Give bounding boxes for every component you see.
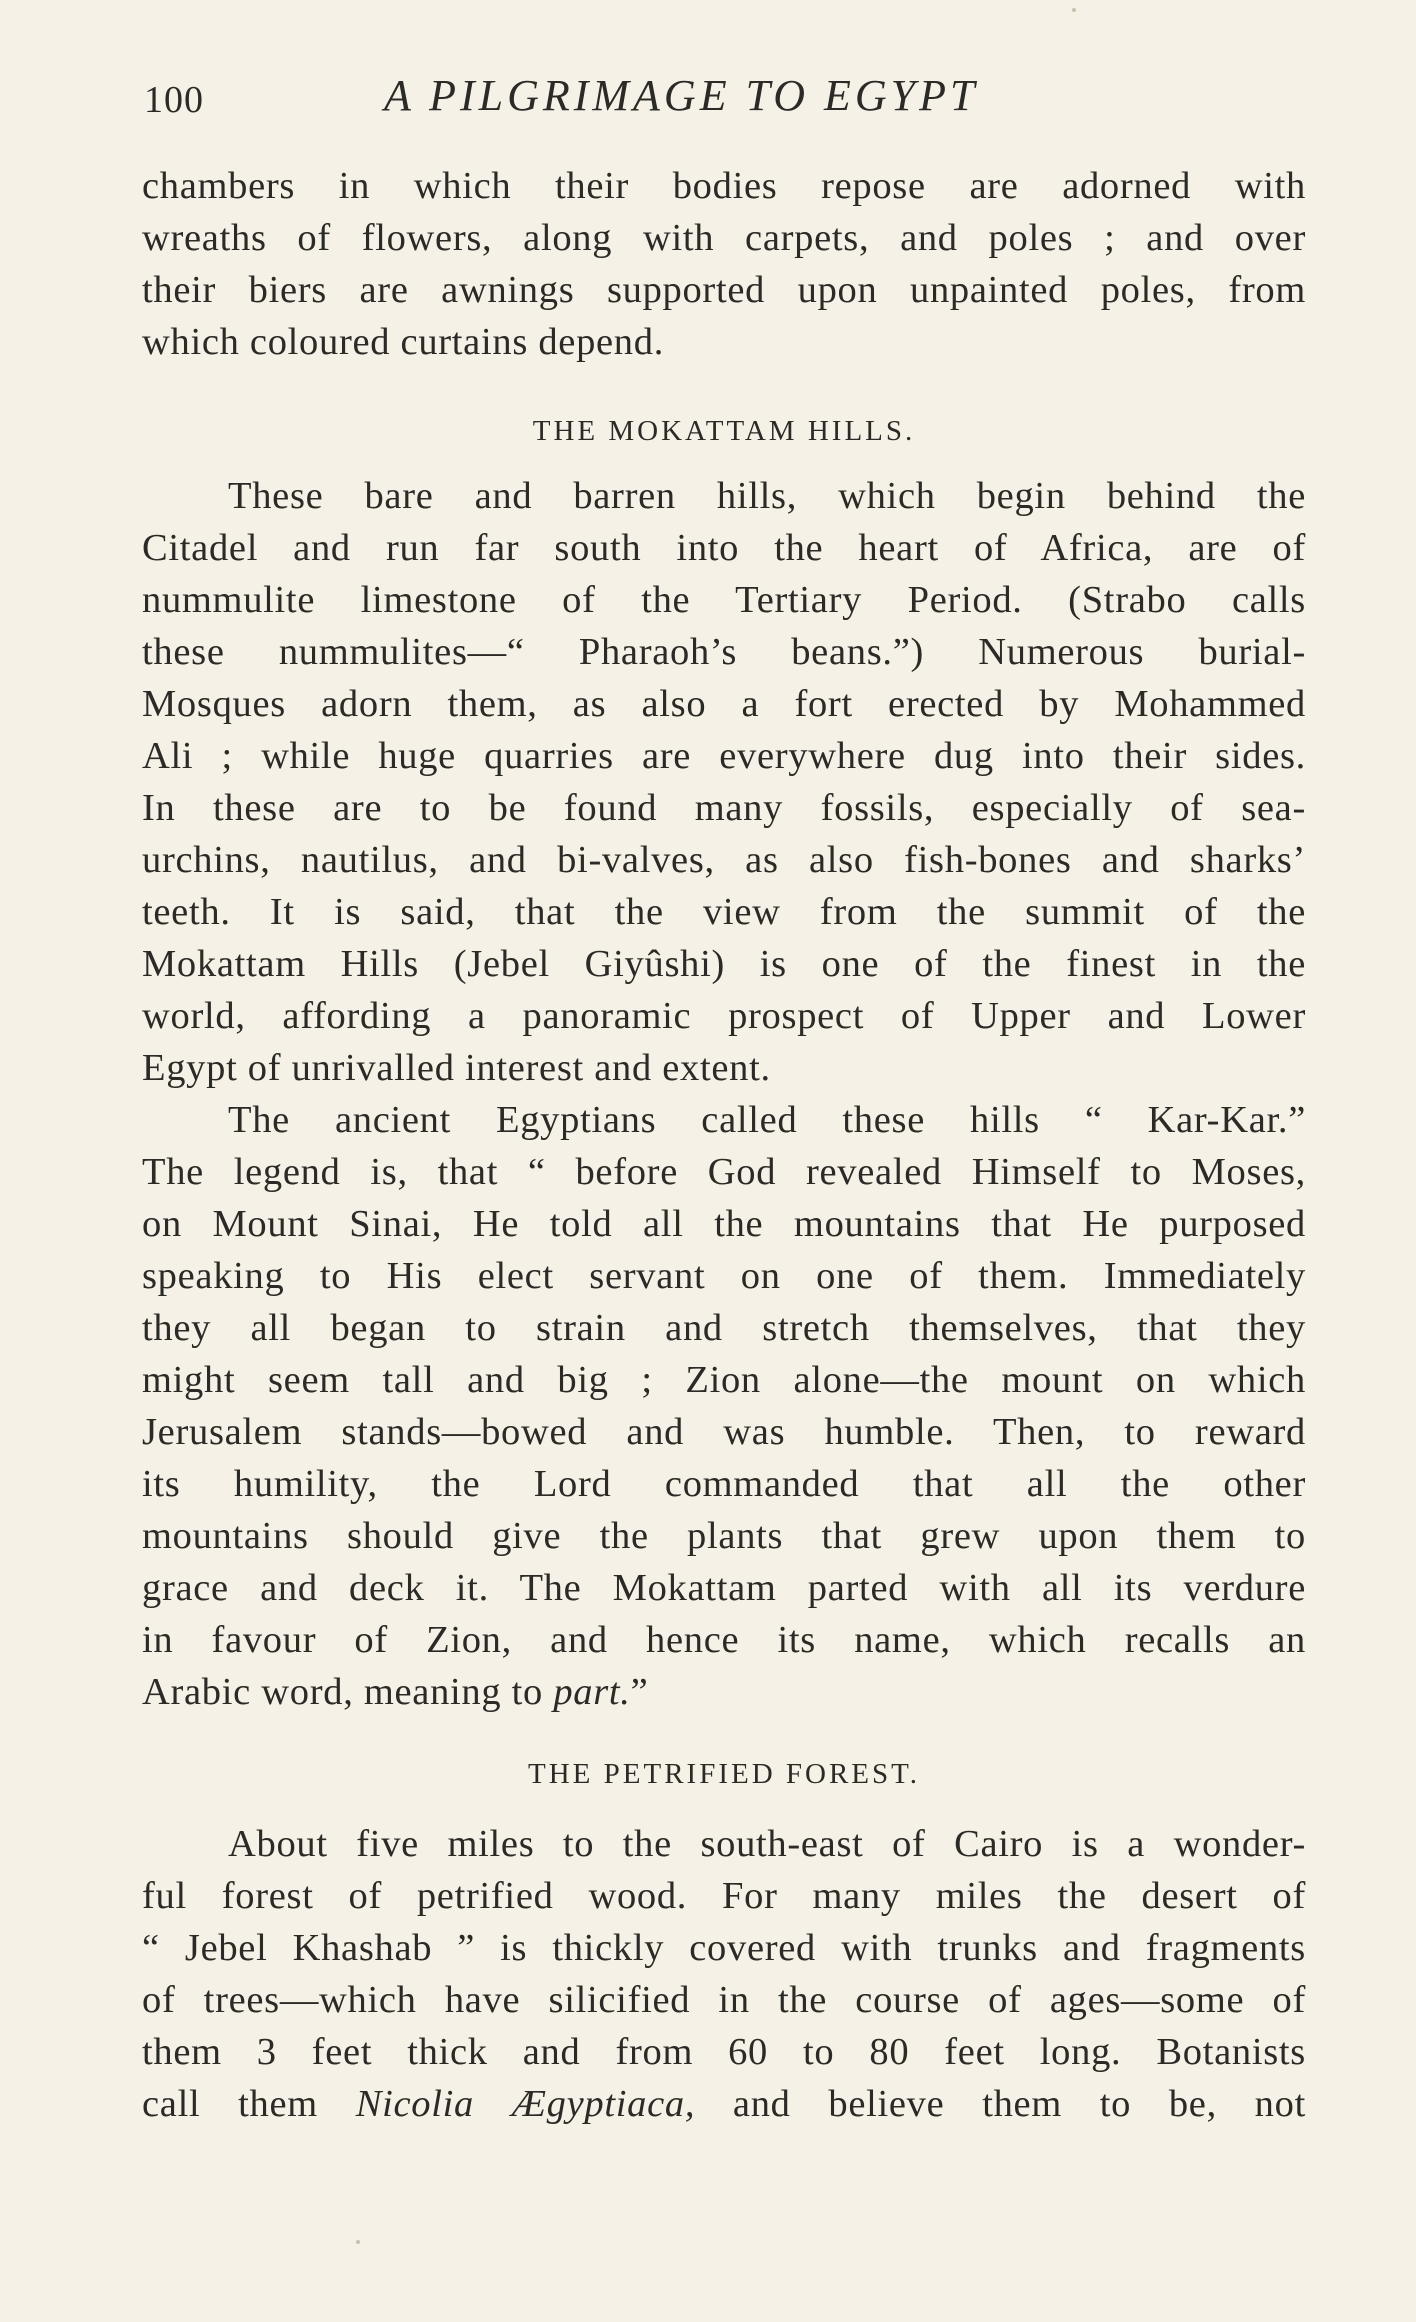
page-number: 100 <box>144 79 204 121</box>
paper-speck <box>1072 8 1076 12</box>
text-line: These bare and barren hills, which begin behind the <box>228 475 1306 517</box>
text-line: Egypt of unrivalled interest and extent. <box>142 1047 771 1089</box>
text-line: chambers in which their bodies repose are adorned with <box>142 165 1306 207</box>
text-line: nummulite limestone of the Tertiary Period. (Strabo calls <box>142 579 1306 621</box>
text-line: Jerusalem stands—bowed and was humble. Then, to reward <box>142 1411 1306 1453</box>
text-run: call them <box>142 2083 356 2125</box>
text-line: might seem tall and big ; Zion alone—the mount on which <box>142 1359 1306 1401</box>
paragraph-mokattam-2 <box>142 1094 1306 1718</box>
text-line: ful forest of petrified wood. For many miles the desert of <box>142 1875 1306 1917</box>
text-line: grace and deck it. The Mokattam parted with all its verdure <box>142 1567 1306 1609</box>
italic-species-name: Nicolia Ægyptiaca, <box>355 2083 696 2125</box>
italic-word: part. <box>553 1671 631 1713</box>
text-line: About five miles to the south-east of Cairo is a wonder- <box>228 1823 1306 1865</box>
text-line: wreaths of flowers, along with carpets, and poles ; and over <box>142 217 1306 259</box>
text-line: their biers are awnings supported upon unpainted poles, from <box>142 269 1306 311</box>
text-line: world, affording a panoramic prospect of Upper and Lower <box>142 995 1306 1037</box>
text-line: which coloured curtains depend. <box>142 321 665 363</box>
paragraph-petrified-forest <box>142 1818 1306 2130</box>
running-title: A PILGRIMAGE TO EGYPT <box>384 71 979 120</box>
text-line: Ali ; while huge quarries are everywhere dug into their sides. <box>142 735 1306 777</box>
text-line: speaking to His elect servant on one of them. Immediately <box>142 1255 1306 1297</box>
text-line: in favour of Zion, and hence its name, which recalls an <box>142 1619 1306 1661</box>
section-heading-petrified-forest: THE PETRIFIED FOREST. <box>528 1758 920 1790</box>
text-line <box>142 2078 1306 2130</box>
text-line: them 3 feet thick and from 60 to 80 feet long. Botanists <box>142 2031 1306 2073</box>
text-line: Mosques adorn them, as also a fort erected by Mohammed <box>142 683 1306 725</box>
text-line: Citadel and run far south into the heart of Africa, are of <box>142 527 1306 569</box>
paragraph-mokattam-1 <box>142 470 1306 1094</box>
text-line: The ancient Egyptians called these hills “ Kar-Kar.” <box>228 1099 1306 1141</box>
text-run: and believe them to be, not <box>695 2083 1306 2125</box>
text-line: The legend is, that “ before God revealed Himself to Moses, <box>142 1151 1306 1193</box>
text-line: its humility, the Lord commanded that all the other <box>142 1463 1306 1505</box>
text-line: teeth. It is said, that the view from the summit of the <box>142 891 1306 933</box>
text-line <box>142 1666 1306 1718</box>
text-line: In these are to be found many fossils, especially of sea- <box>142 787 1306 829</box>
text-line: urchins, nautilus, and bi-valves, as also fish-bones and sharks’ <box>142 839 1306 881</box>
text-line: these nummulites—“ Pharaoh’s beans.”) Numerous burial- <box>142 631 1306 673</box>
paper-speck <box>356 2240 360 2244</box>
text-line: of trees—which have silicified in the course of ages—some of <box>142 1979 1306 2021</box>
closing-quote: ” <box>630 1671 649 1713</box>
text-line: Mokattam Hills (Jebel Giyûshi) is one of the finest in the <box>142 943 1306 985</box>
running-head <box>144 70 1304 130</box>
section-heading-mokattam: THE MOKATTAM HILLS. <box>532 415 916 447</box>
text-line: mountains should give the plants that grew upon them to <box>142 1515 1306 1557</box>
text-line: “ Jebel Khashab ” is thickly covered with trunks and fragments <box>142 1927 1306 1969</box>
text-line: on Mount Sinai, He told all the mountains that He purposed <box>142 1203 1306 1245</box>
paragraph-continued <box>142 160 1306 368</box>
text-line: they all began to strain and stretch themselves, that they <box>142 1307 1306 1349</box>
text-run: Arabic word, meaning to <box>142 1671 554 1713</box>
